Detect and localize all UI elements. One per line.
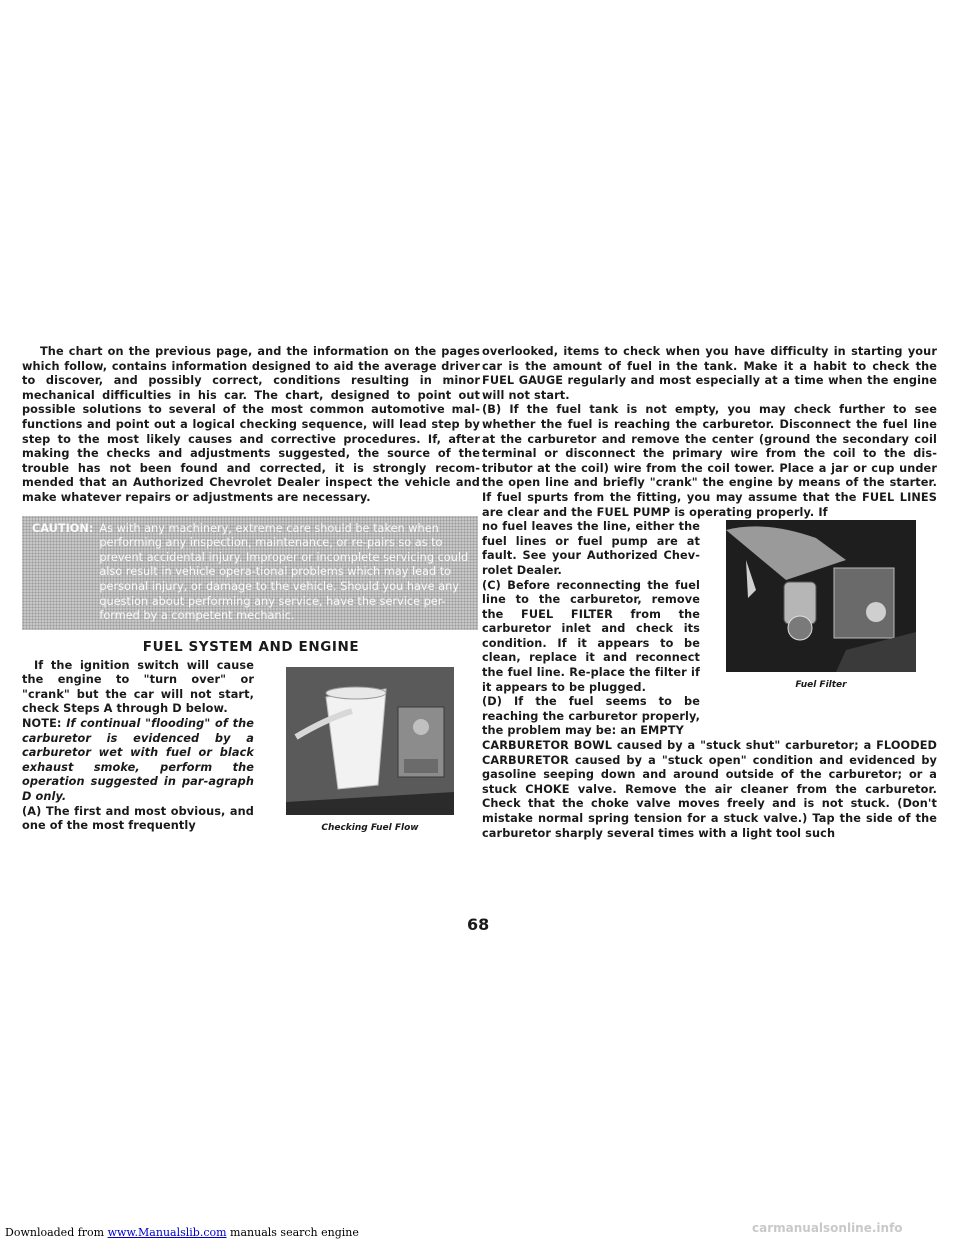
cup-under-fuel-line-illustration bbox=[286, 667, 454, 815]
caution-text: As with any machinery, extreme care should be taken when performing any inspection, maintenance, or re-pairs so as to prevent accidental injury. Improper or incomplete servicing could also result in vehicle opera-tional problems which may lead to personal injury, or damage to the vehicle. Should you have any question about performing any service, have the service per-formed by a competent mechanic. bbox=[99, 521, 469, 623]
continued-paragraph: overlooked, items to check when you have difficulty in starting your car is the amount of fuel in the tank. Make it a habit to check the FUEL GAUGE regularly and most especially at a time when the engine will not start. bbox=[482, 345, 937, 402]
right-column bbox=[482, 345, 937, 841]
section-heading: FUEL SYSTEM AND ENGINE bbox=[142, 638, 360, 655]
intro-paragraph: The chart on the previous page, and the information on the pages which follow, contains information designed to aid the average driver to discover, and possibly correct, conditions resulting in minor mechanical difficulties in his car. The chart, designed to point out possible solutions to several of the most common automotive mal-functions and point out a logical checking sequence, will lead step by step to the most likely causes and corrective procedures. If, after making the checks and adjustments suggested, the source of the trouble has not been found and corrected, it is strongly recom-mended that an Authorized Chevrolet Dealer inspect the vehicle and make whatever repairs or adjustments are necessary. bbox=[22, 345, 480, 504]
manualslib-link[interactable]: www.Manualslib.com bbox=[107, 1226, 227, 1239]
step-b-continued: no fuel leaves the line, either the fuel lines or fuel pump are at fault. See your Authorized Chev-rolet Dealer. bbox=[482, 520, 700, 577]
note-text: If continual "flooding" of the carburetor is evidenced by a carburetor wet with fuel or black exhaust smoke, perform the operation suggested in par-agraph D only. bbox=[22, 717, 254, 804]
fuel-filter-caption: Fuel Filter bbox=[795, 680, 847, 691]
fuel-filter-photo bbox=[726, 520, 916, 672]
fuel-filter-section bbox=[482, 520, 937, 739]
fuel-flow-section bbox=[22, 659, 480, 834]
note-paragraph bbox=[22, 717, 254, 805]
caution-box bbox=[22, 516, 478, 630]
step-d-paragraph: (D) If the fuel seems to be reaching the carburetor properly, the problem may be: an EMPTY bbox=[482, 695, 700, 738]
page-number: 68 bbox=[467, 915, 490, 934]
fuel-filter-illustration bbox=[726, 520, 916, 672]
note-label: NOTE: bbox=[22, 717, 62, 731]
fuel-flow-caption: Checking Fuel Flow bbox=[321, 822, 419, 833]
fuel-filter-figure bbox=[706, 520, 936, 739]
footer-suffix: manuals search engine bbox=[226, 1226, 359, 1239]
checking-fuel-flow-photo bbox=[286, 667, 454, 815]
left-column bbox=[22, 345, 480, 834]
fuel-flow-figure bbox=[264, 667, 476, 834]
step-a-text: The first and most obvious, and one of the most frequently bbox=[22, 804, 254, 833]
step-c-paragraph: (C) Before reconnecting the fuel line to the carburetor, remove the FUEL FILTER from the carburetor inlet and check its condition. If it appears to be clean, replace it and reconnect the fuel line. Re-place the filter if it appears to be plugged. bbox=[482, 578, 700, 694]
step-a-label: (A) bbox=[22, 804, 42, 818]
caution-label: CAUTION: bbox=[32, 521, 94, 535]
step-b-paragraph: (B) If the fuel tank is not empty, you may check further to see whether the fuel is reaching the carburetor. Disconnect the fuel line at the carburetor and remove the center (ground the secondary coil terminal or disconnect the primary wire from the coil to the dis-tributor at the coil) wire from the coil tower. Place a jar or cup under the open line and briefly "crank" the engine by means of the starter. If fuel spurts from the fitting, you may assume that the FUEL LINES are clear and the FUEL PUMP is operating properly. If bbox=[482, 403, 937, 519]
body-intro: If the ignition switch will cause the engine to "turn over" or "crank" but the car will not start, check Steps A through D below. bbox=[22, 658, 254, 716]
fuel-flow-text bbox=[22, 659, 254, 834]
download-footer bbox=[5, 1226, 359, 1239]
step-a-paragraph bbox=[22, 805, 254, 834]
site-watermark: carmanualsonline.info bbox=[752, 1221, 903, 1235]
fuel-filter-text bbox=[482, 520, 700, 739]
footer-prefix: Downloaded from bbox=[5, 1226, 108, 1239]
step-d-continued: CARBURETOR BOWL caused by a "stuck shut" carburetor; a FLOODED CARBURETOR caused by a "stuck open" condition and evidenced by gasoline seeping down and around outside of the carburetor; or a stuck CHOKE valve. Remove the air cleaner from the carburetor. Check that the choke valve moves freely and is not stuck. (Don't mistake normal spring tension for a stuck valve.) Tap the side of the carburetor sharply several times with a light tool such bbox=[482, 739, 937, 840]
